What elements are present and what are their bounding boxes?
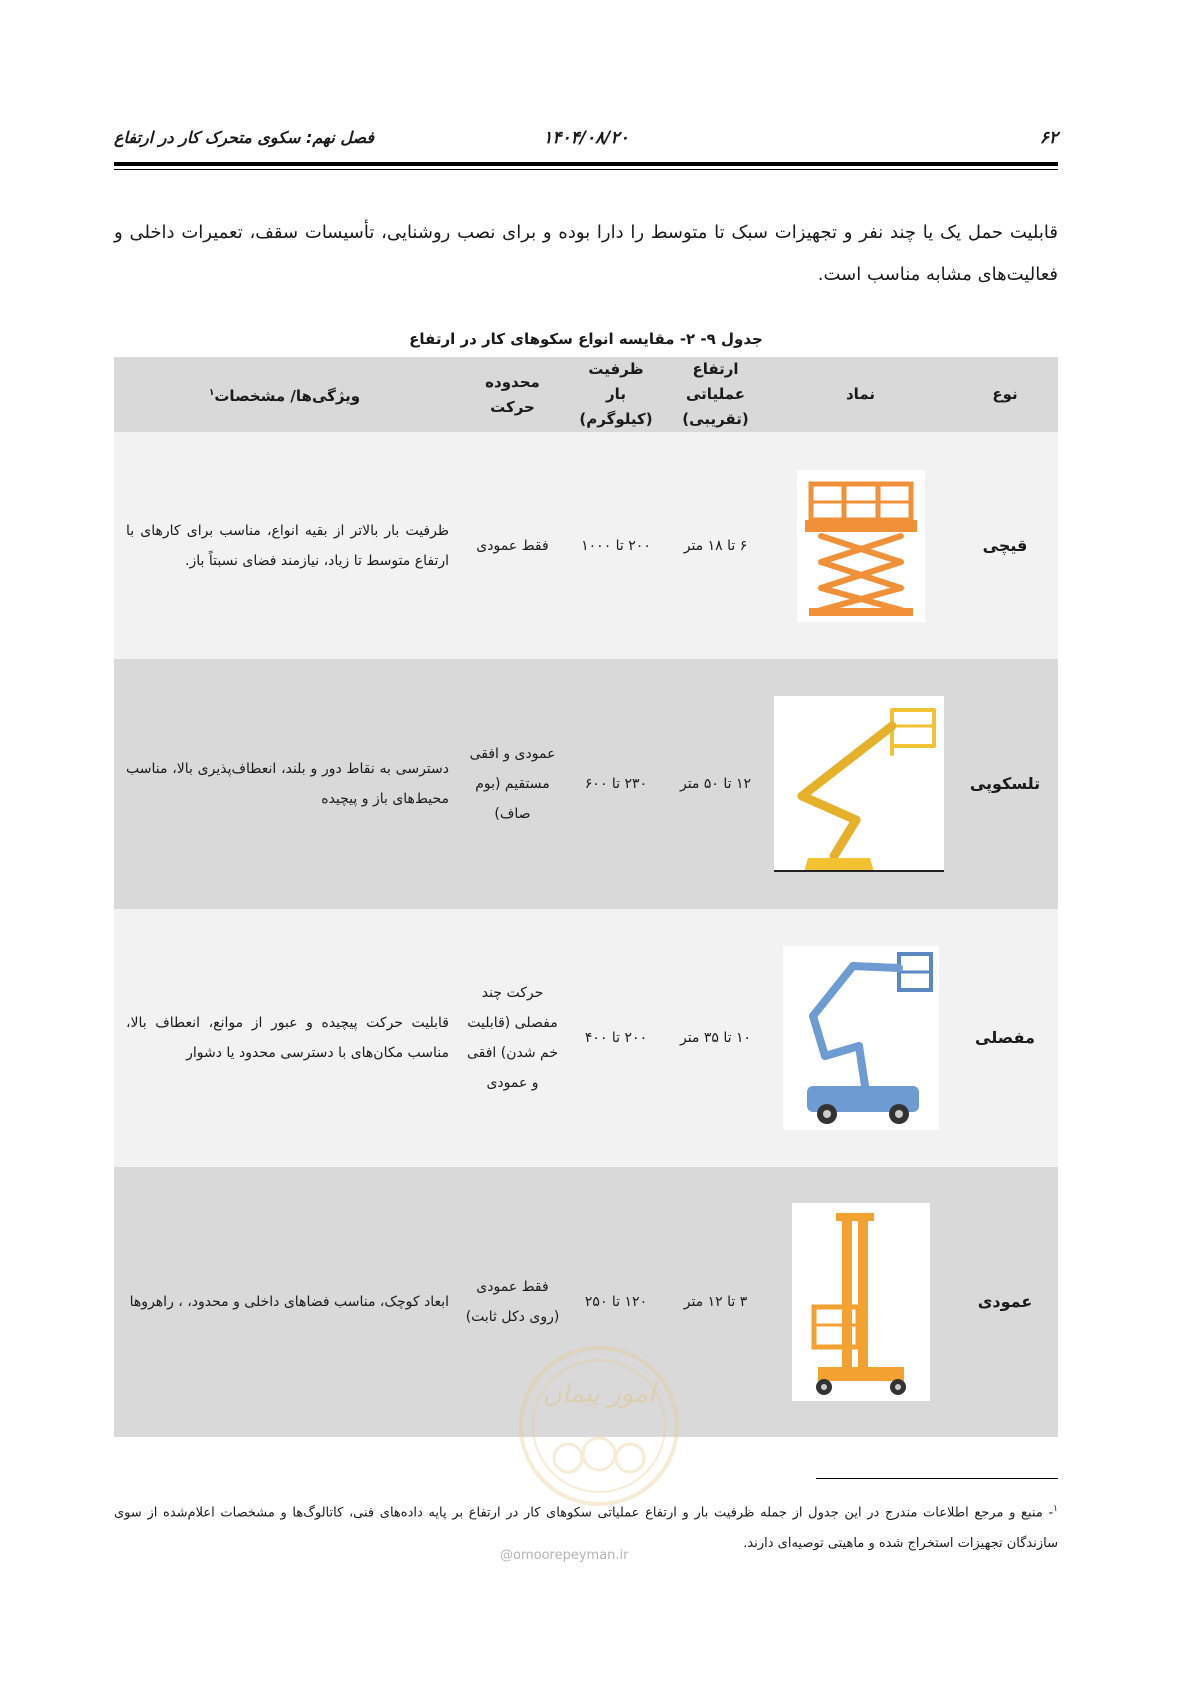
scissor-lift-icon [797, 470, 925, 622]
intro-paragraph: قابلیت حمل یک یا چند نفر و تجهیزات سبک تا متوسط را دارا بوده و برای نصب روشنایی، تأسیسات سقف، تعمیرات داخلی و فعالیت‌های مشابه مناسب است. [114, 222, 1058, 285]
row-type: قیچی [952, 432, 1058, 659]
chapter-title: فصل نهم: سکوی متحرک کار در ارتفاع [114, 128, 375, 147]
row-features: ابعاد کوچک، مناسب فضاهای داخلی و محدود، ، راهروها [114, 1167, 455, 1437]
row-symbol [769, 432, 952, 659]
watermark-logo [488, 1330, 710, 1510]
col-header-capacity [570, 357, 662, 432]
footnote-rule [816, 1478, 1058, 1479]
footnote [114, 1494, 1058, 1559]
table-row [114, 909, 1058, 1167]
row-motion: فقط عمودی [455, 432, 570, 659]
watermark-url: @omoorepeyman.ir [500, 1548, 629, 1563]
row-height: ۶ تا ۱۸ متر [662, 432, 769, 659]
footnote-mark: ۱ [208, 387, 215, 398]
col-header-capacity-title: ظرفیت بار [588, 360, 644, 403]
page-header [114, 128, 1058, 154]
comparison-table [114, 357, 1058, 1437]
articulated-boom-lift-icon [783, 946, 939, 1130]
row-capacity: ۲۰۰ تا ۱۰۰۰ [570, 432, 662, 659]
row-height: ۱۰ تا ۳۵ متر [662, 909, 769, 1167]
watermark-logo-text: امور پیمان [542, 1379, 656, 1409]
row-type: تلسکوپی [952, 659, 1058, 909]
table-row [114, 432, 1058, 659]
row-capacity: ۲۳۰ تا ۶۰۰ [570, 659, 662, 909]
row-type: عمودی [952, 1167, 1058, 1437]
table-row [114, 659, 1058, 909]
col-header-symbol: نماد [769, 357, 952, 432]
col-header-height-title: ارتفاع عملیاتی [686, 360, 745, 403]
col-header-capacity-unit: (کیلوگرم) [579, 410, 653, 428]
row-symbol [769, 909, 952, 1167]
row-features: ظرفیت بار بالاتر از بقیه انواع، مناسب برای کارهای با ارتفاع متوسط تا زیاد، نیازمند فضای نسبتاً باز. [114, 432, 455, 659]
table-caption: جدول ۹- ۲- مقایسه انواع سکوهای کار در ارتفاع [409, 330, 763, 348]
col-header-features-title: ویژگی‌ها/ مشخصات [214, 386, 361, 405]
row-features: دسترسی به نقاط دور و بلند، انعطاف‌پذیری بالا، مناسب محیط‌های باز و پیچیده [114, 659, 455, 909]
row-capacity: ۲۰۰ تا ۴۰۰ [570, 909, 662, 1167]
table-header-row [114, 357, 1058, 432]
header-rule-thin [114, 169, 1058, 170]
footnote-text: - منبع و مرجع اطلاعات مندرج در این جدول از جمله ظرفیت بار و ارتفاع عملیاتی سکوهای کار در ارتفاع بر پایه داده‌های فنی، کاتالوگ‌ها و مشخصات اعلام‌شده از سوی سازندگان تجهیزات استخراج شده و ماهیتی توصیه‌ای دارند. [114, 1505, 1058, 1552]
header-rule-thick [114, 162, 1058, 166]
col-header-type: نوع [952, 357, 1058, 432]
header-date: ۱۴۰۴/۰۸/۲۰ [543, 128, 629, 148]
footnote-number: ۱ [1053, 1504, 1058, 1514]
col-header-height [662, 357, 769, 432]
row-motion: حرکت چند مفصلی (قابلیت خم شدن) افقی و عمودی [455, 909, 570, 1167]
telescopic-boom-lift-icon [774, 696, 944, 872]
col-header-height-unit: (تقریبی) [682, 410, 749, 428]
row-height: ۱۲ تا ۵۰ متر [662, 659, 769, 909]
col-header-features [114, 357, 455, 432]
row-symbol [769, 659, 952, 909]
row-motion: عمودی و افقی مستقیم (بوم صاف) [455, 659, 570, 909]
row-symbol [769, 1167, 952, 1437]
row-capacity: ۱۲۰ تا ۲۵۰ [570, 1167, 662, 1437]
page-number: ۶۲ [1039, 128, 1058, 148]
col-header-motion: محدوده حرکت [455, 357, 570, 432]
row-motion: فقط عمودی (روی دکل ثابت) [455, 1167, 570, 1437]
row-features: قابلیت حرکت پیچیده و عبور از موانع، انعطاف بالا، مناسب مکان‌های با دسترسی محدود یا دشوار [114, 909, 455, 1167]
row-type: مفصلی [952, 909, 1058, 1167]
vertical-mast-lift-icon [792, 1203, 930, 1401]
row-height: ۳ تا ۱۲ متر [662, 1167, 769, 1437]
